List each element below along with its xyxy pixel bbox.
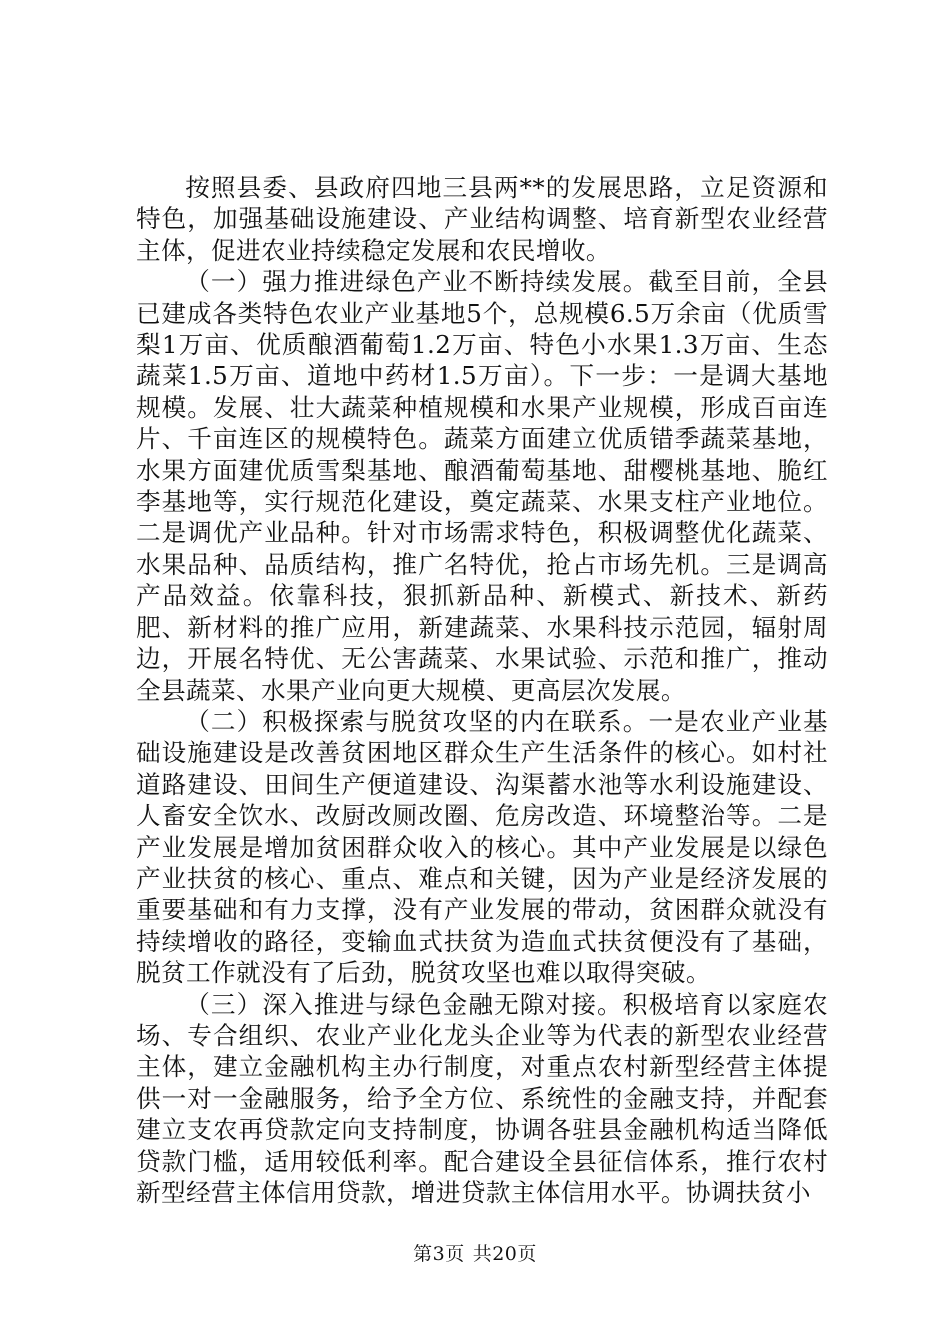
- paragraph-section-2: （二）积极探索与脱贫攻坚的内在联系。一是农业产业基础设施建设是改善贫困地区群众生产生活条件的核心。如村社道路建设、田间生产便道建设、沟渠蓄水池等水利设施建设、人畜安全饮水、改厨改厕改圈、危房改造、环境整治等。二是产业发展是增加贫困群众收入的核心。其中产业发展是以绿色产业扶贫的核心、重点、难点和关键，因为产业是经济发展的重要基础和有力支撑，没有产业发展的带动，贫困群众就没有持续增收的路径，变输血式扶贫为造血式扶贫便没有了基础，脱贫工作就没有了后劲，脱贫攻坚也难以取得突破。: [136, 706, 828, 988]
- document-body: [136, 172, 828, 1208]
- page-footer: [0, 1242, 950, 1266]
- paragraph-section-3: （三）深入推进与绿色金融无隙对接。积极培育以家庭农场、专合组织、农业产业化龙头企业等为代表的新型农业经营主体，建立金融机构主办行制度，对重点农村新型经营主体提供一对一金融服务，给予全方位、系统性的金融支持，并配套建立支农再贷款定向支持制度，协调各驻县金融机构适当降低贷款门槛，适用较低利率。配合建设全县征信体系，推行农村新型经营主体信用贷款，增进贷款主体信用水平。协调扶贫小: [136, 989, 828, 1207]
- paragraph-section-1: （一）强力推进绿色产业不断持续发展。截至目前，全县已建成各类特色农业产业基地5个，总规模6.5万余亩（优质雪梨1万亩、优质酿酒葡萄1.2万亩、特色小水果1.3万亩、生态蔬菜1.5万亩、道地中药材1.5万亩）。下一步：一是调大基地规模。发展、壮大蔬菜种植规模和水果产业规模，形成百亩连片、千亩连区的规模特色。蔬菜方面建立优质错季蔬菜基地，水果方面建优质雪梨基地、酿酒葡萄基地、甜樱桃基地、脆红李基地等，实行规范化建设，奠定蔬菜、水果支柱产业地位。二是调优产业品种。针对市场需求特色，积极调整优化蔬菜、水果品种、品质结构，推广名特优，抢占市场先机。三是调高产品效益。依靠科技，狠抓新品种、新模式、新技术、新药肥、新材料的推广应用，新建蔬菜、水果科技示范园，辐射周边，开展名特优、无公害蔬菜、水果试验、示范和推广，推动全县蔬菜、水果产业向更大规模、更高层次发展。: [136, 267, 828, 705]
- paragraph-intro: 按照县委、县政府四地三县两**的发展思路，立足资源和特色，加强基础设施建设、产业结构调整、培育新型农业经营主体，促进农业持续稳定发展和农民增收。: [136, 173, 828, 265]
- page-number: 第3页: [413, 1243, 465, 1265]
- page-total: 共20页: [472, 1243, 537, 1265]
